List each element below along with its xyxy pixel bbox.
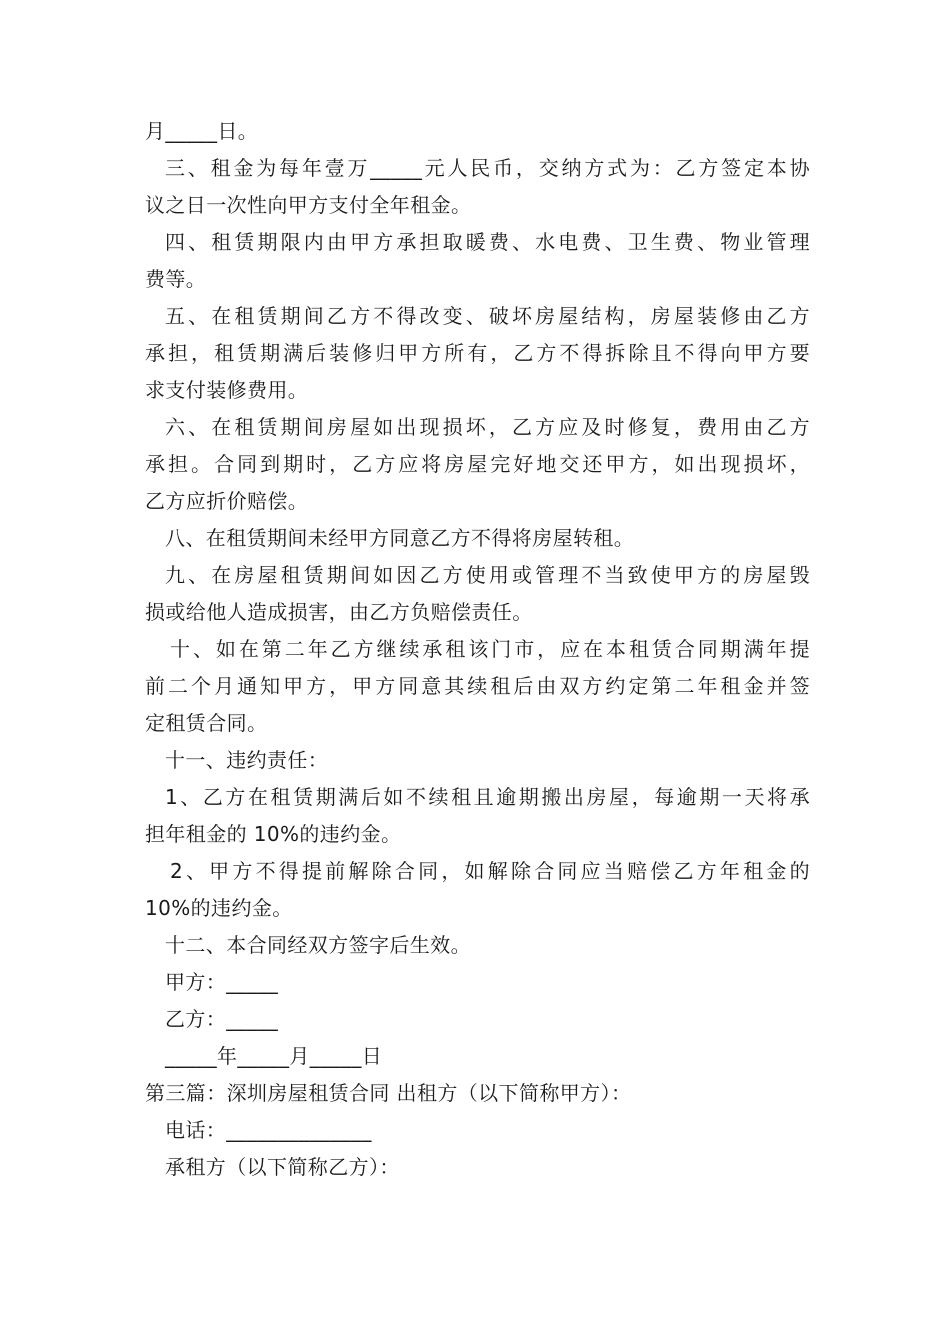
text-line: 担年租金的 10%的违约金。	[145, 822, 402, 846]
text-line: 承担。合同到期时，乙方应将房屋完好地交还甲方，如出现损坏，	[145, 452, 810, 476]
date-line: _____年_____月_____日	[165, 1044, 383, 1068]
text-line: 费等。	[145, 267, 207, 291]
text-line: 承租方（以下简称乙方）：	[165, 1155, 400, 1179]
text-line: 损或给他人造成损害，由乙方负赔偿责任。	[145, 600, 533, 624]
section-heading: 第三篇：深圳房屋租赁合同 出租方（以下简称甲方）：	[145, 1081, 632, 1105]
document-body	[145, 113, 810, 1186]
text-line: 五、在租赁期间乙方不得改变、破坏房屋结构，房屋装修由乙方	[165, 304, 810, 328]
text-line: 十一、违约责任：	[165, 748, 329, 772]
text-line: 前二个月通知甲方，甲方同意其续租后由双方约定第二年租金并签	[145, 674, 810, 698]
text-line: 1、乙方在租赁期满后如不续租且逾期搬出房屋，每逾期一天将承	[165, 785, 810, 809]
text-line: 议之日一次性向甲方支付全年租金。	[145, 193, 472, 217]
text-line: 十、如在第二年乙方继续承租该门市，应在本租赁合同期满年提	[170, 637, 810, 661]
text-line: 10%的违约金。	[145, 896, 293, 920]
text-line: 四、租赁期限内由甲方承担取暖费、水电费、卫生费、物业管理	[165, 230, 810, 254]
text-line: 定租赁合同。	[145, 711, 268, 735]
text-line: 九、在房屋租赁期间如因乙方使用或管理不当致使甲方的房屋毁	[165, 563, 810, 587]
signature-line-party-b: 乙方：_____	[165, 1007, 279, 1031]
text-line: 月_____日。	[145, 119, 259, 143]
signature-line-party-a: 甲方：_____	[165, 970, 279, 994]
text-line: 十二、本合同经双方签字后生效。	[165, 933, 471, 957]
text-line: 承担，租赁期满后装修归甲方所有，乙方不得拆除且不得向甲方要	[145, 341, 810, 365]
text-line: 求支付装修费用。	[145, 378, 309, 402]
text-line: 三、租金为每年壹万_____元人民币，交纳方式为：乙方签定本协	[165, 156, 810, 180]
text-line: 六、在租赁期间房屋如出现损坏，乙方应及时修复，费用由乙方	[165, 415, 810, 439]
text-line: 乙方应折价赔偿。	[145, 489, 309, 513]
text-line: 八、在租赁期间未经甲方同意乙方不得将房屋转租。	[165, 526, 635, 550]
text-line: 2、甲方不得提前解除合同，如解除合同应当赔偿乙方年租金的	[170, 859, 810, 883]
phone-line: 电话：______________	[165, 1118, 372, 1142]
